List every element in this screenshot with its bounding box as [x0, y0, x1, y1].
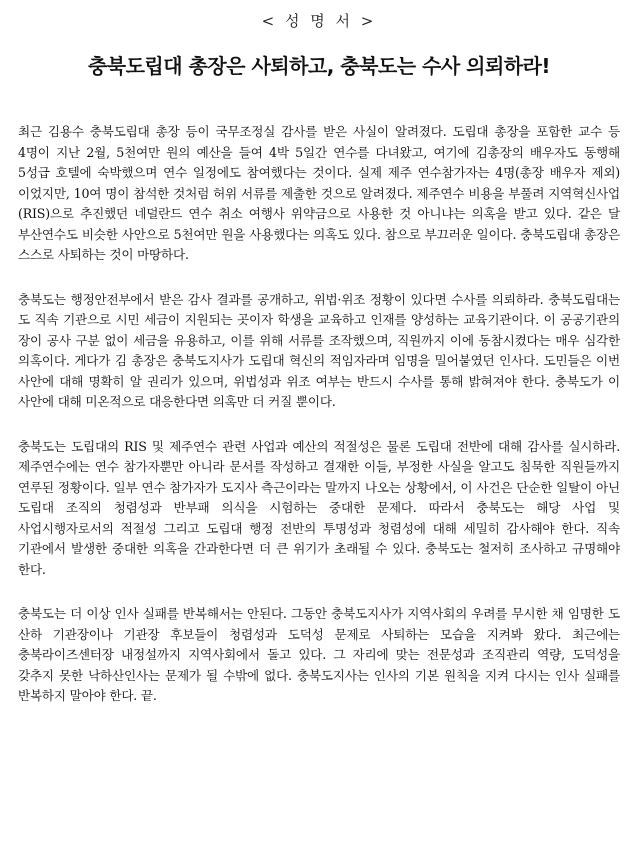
paragraph-1: 최근 김용수 충북도립대 총장 등이 국무조정실 감사를 받은 사실이 알려졌다. 도립대 총장을 포함한 교수 등 4명이 지난 2월, 5천여만 원의 예산을 들여 4박 5일간 연수를 다녀왔고, 여기에 김총장의 배우자도 동행해 5성급 호텔에 숙박했으며 연수 일정에도 참여했다는 것이다. 실제 제주 연수참가자는 4명(총장 배우자 제외)이었지만, 10여 명이 참석한 것처럼 허위 서류를 제출한 것으로 알려졌다. 제주연수 비용을 부풀려 지역혁신사업(RIS)으로 추진했던 네덜란드 연수 취소 여행사 위약금으로 사용한 것 아니냐는 의혹을 받고 있다. 같은 달 부산연수도 비슷한 사안으로 5천여만 원을 사용했다는 의혹도 있다. 참으로 부끄러운 일이다. 충북도립대 총장은 스스로 사퇴하는 것이 마땅하다. — [18, 124, 620, 262]
paragraph-3: 충북도는 도립대의 RIS 및 제주연수 관련 사업과 예산의 적절성은 물론 도립대 전반에 대해 감사를 실시하라. 제주연수에는 연수 참가자뿐만 아니라 문서를 작성하고 결재한 이들, 부정한 사실을 알고도 침묵한 직원들까지 연루된 정황이다. 일부 연수 참가자가 도지사 측근이라는 말까지 나오는 상황에서, 이 사건은 단순한 일탈이 아닌 도립대 조직의 청렴성과 반부패 의식을 시험하는 중대한 문제다. 따라서 충북도는 해당 사업 및 사업시행자로서의 적절성 그리고 도립대 행정 전반의 투명성과 청렴성에 대해 세밀히 감사해야 한다. 직속 기관에서 발생한 중대한 의혹을 간과한다면 더 큰 위기가 초래될 수 있다. 충북도는 철저히 조사하고 규명해야 한다. — [18, 438, 620, 577]
document-type-label: < 성 명 서 > — [261, 12, 377, 30]
statement-body — [18, 122, 620, 707]
paragraph-4: 충북도는 더 이상 인사 실패를 반복해서는 안된다. 그동안 충북도지사가 지역사회의 우려를 무시한 채 임명한 도 산하 기관장이나 기관장 후보들이 청렴성과 도덕성 문제로 사퇴하는 모습을 지켜봐 왔다. 최근에는 충북라이즈센터장 내정설까지 지역사회에서 돌고 있다. 그 자리에 맞는 전문성과 조직관리 역량, 도덕성을 갖추지 못한 낙하산인사는 문제가 될 수밖에 없다. 충북도지사는 인사의 기본 원칙을 지켜 다시는 인사 실패를 반복하지 말아야 한다. 끝. — [18, 606, 620, 703]
document-title: 충북도립대 총장은 사퇴하고, 충북도는 수사 의뢰하라! — [87, 54, 551, 78]
paragraph-2: 충북도는 행정안전부에서 받은 감사 결과를 공개하고, 위법·위조 정황이 있다면 수사를 의뢰하라. 충북도립대는 도 직속 기관으로 시민 세금이 지원되는 곳이자 학생을 교육하고 인재를 양성하는 교육기관이다. 이 공공기관의 장이 공사 구분 없이 세금을 유용하고, 이를 위해 서류를 조작했으며, 직원까지 이에 동참시켰다는 매우 심각한 의혹이다. 게다가 김 총장은 충북도지사가 도립대 혁신의 적임자라며 임명을 밀어붙였던 인사다. 도민들은 이번 사안에 대해 명확히 알 권리가 있으며, 위법성과 위조 여부는 반드시 수사를 통해 밝혀져야 한다. 충북도가 이 사안에 대해 미온적으로 대응한다면 의혹만 더 커질 뿐이다. — [18, 291, 620, 409]
